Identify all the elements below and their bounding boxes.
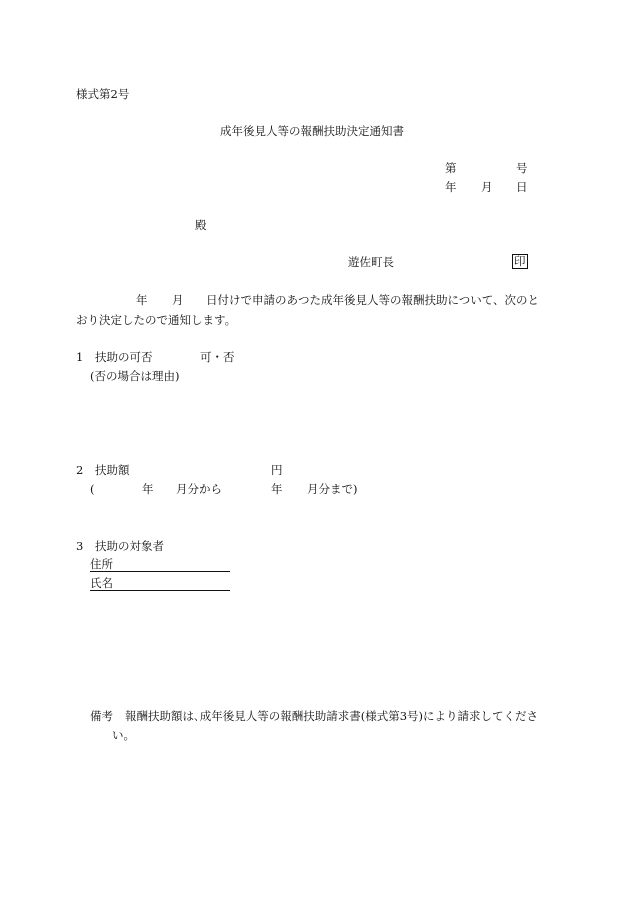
section2-to-year: 年 (271, 482, 283, 496)
body-month: 月 (172, 293, 184, 307)
body-text-line1: 日付けで申請のあつた成年後見人等の報酬扶助について、次のと (206, 293, 540, 307)
section2-to-month: 月分まで) (307, 482, 358, 496)
seal-box (512, 254, 528, 269)
section2-from-year: 年 (142, 482, 154, 496)
seal-mark: 印 (514, 254, 526, 268)
section2-open-paren: ( (90, 482, 95, 496)
name-underline (90, 576, 230, 591)
date-year: 年 (445, 180, 457, 194)
remarks-label: 備考 (90, 709, 113, 723)
date-day: 日 (516, 180, 528, 194)
body-year: 年 (136, 293, 148, 307)
section2-from-month: 月分から (176, 482, 222, 496)
remarks-text-line2: い。 (112, 728, 135, 742)
date-month: 月 (481, 180, 493, 194)
section3-label: 扶助の対象者 (95, 539, 164, 553)
section1-options: 可・否 (200, 350, 235, 364)
remarks-text-line1: 報酬扶助額は､成年後見人等の報酬扶助請求書(様式第3号)により請求してくださ (125, 709, 539, 723)
address-underline (90, 557, 230, 572)
section3-number: 3 (76, 539, 84, 553)
body-text-line2: おり決定したので通知します。 (76, 313, 237, 327)
section1-reason-label: (否の場合は理由) (90, 369, 180, 383)
document-title: 成年後見人等の報酬扶助決定通知書 (220, 124, 404, 138)
form-number: 様式第2号 (76, 87, 130, 101)
address-label: 住所 (90, 557, 113, 571)
issuer-name: 遊佐町長 (348, 255, 394, 269)
name-label: 氏名 (90, 576, 113, 590)
addressee-honorific: 殿 (195, 218, 207, 232)
section2-number: 2 (76, 463, 84, 477)
section2-yen-unit: 円 (271, 463, 283, 477)
section1-label: 扶助の可否 (95, 350, 153, 364)
section1-number: 1 (76, 350, 84, 364)
section2-label: 扶助額 (95, 463, 130, 477)
doc-number-dai: 第 (445, 161, 457, 175)
doc-number-go: 号 (516, 161, 528, 175)
